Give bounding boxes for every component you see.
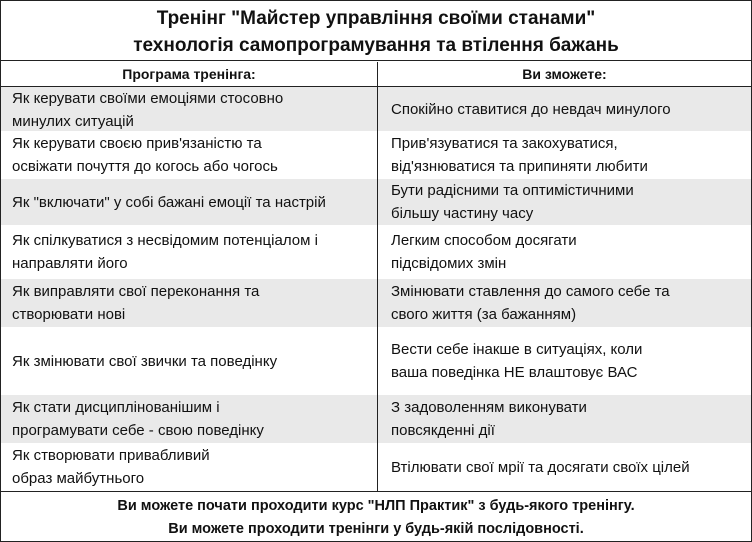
program-cell: Як керувати своїми емоціями стосовно минулих ситуацій bbox=[1, 87, 378, 131]
outcome-cell: Прив'язуватися та закохуватися, від'язнюватися та припиняти любити bbox=[391, 135, 648, 175]
table-row bbox=[1, 225, 751, 279]
footer-line-1: Ви можете почати проходити курс "НЛП Практик" з будь-якого тренінгу. bbox=[117, 498, 635, 514]
outcome-cell: Змінювати ставлення до самого себе та свого життя (за бажанням) bbox=[378, 279, 751, 327]
program-cell: Як створювати привабливий образ майбутнього bbox=[1, 443, 378, 491]
table-row bbox=[1, 131, 751, 179]
footer-note bbox=[1, 491, 751, 541]
outcome-cell: Бути радісними та оптимістичними більшу частину часу bbox=[378, 179, 751, 225]
program-cell: Як "включати" у собі бажані емоції та настрій bbox=[1, 179, 378, 225]
program-cell: Як змінювати свої звички та поведінку bbox=[1, 327, 378, 395]
table-row bbox=[1, 87, 751, 131]
program-cell: Як стати дисциплінованішим і програмувати себе - свою поведінку bbox=[1, 395, 378, 443]
table-row bbox=[1, 443, 751, 491]
table-row bbox=[1, 179, 751, 225]
table-row bbox=[1, 279, 751, 327]
column-header-outcomes: Ви зможете: bbox=[378, 62, 751, 87]
outcome-cell: Вести себе інакше в ситуаціях, коли ваша поведінка НЕ влаштовує ВАС bbox=[391, 341, 643, 381]
program-cell: Як спілкуватися з несвідомим потенціалом і направляти його bbox=[1, 225, 378, 279]
program-cell: Як виправляти свої переконання та створювати нові bbox=[1, 279, 378, 327]
outcome-cell: Легким способом досягати підсвідомих змін bbox=[391, 232, 577, 272]
outcome-cell: Втілювати свої мрії та досягати своїх цілей bbox=[391, 458, 690, 476]
footer-line-2: Ви можете проходити тренінги у будь-якій послідовності. bbox=[168, 521, 584, 537]
program-cell: Як керувати своєю прив'язаністю та освіжати почуття до когось або чогось bbox=[1, 131, 378, 179]
title-line-1: Тренінг "Майстер управління своїми станами" bbox=[156, 8, 596, 29]
table-row bbox=[1, 395, 751, 443]
outcome-cell: З задоволенням виконувати повсякденні дії bbox=[378, 395, 751, 443]
title-line-2: технологія самопрограмування та втілення бажань bbox=[133, 35, 619, 56]
column-header-program: Програма тренінга: bbox=[1, 62, 378, 87]
page-title bbox=[1, 1, 751, 61]
outcome-cell: Спокійно ставитися до невдач минулого bbox=[378, 87, 751, 131]
table-row bbox=[1, 327, 751, 395]
